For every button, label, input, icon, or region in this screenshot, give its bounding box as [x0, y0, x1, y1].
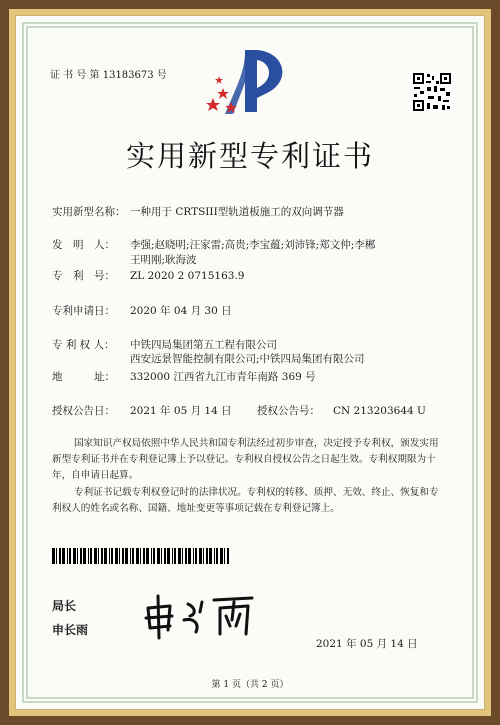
- notice-paragraph-2: [52, 485, 470, 517]
- grant-no-label: 授权公告号：: [257, 405, 320, 417]
- page-footer: 第 1 页（共 2 页）: [211, 680, 289, 690]
- name-label: 实用新型名称：: [52, 206, 126, 218]
- certificate-number: 证 书 号 第 13183673 号: [50, 70, 167, 81]
- holder-line-2: 西安远景智能控制有限公司;中铁四局集团有限公司: [130, 353, 365, 365]
- inventor-label: 发 明 人：: [52, 239, 115, 251]
- issue-date: 2021 年 05 月 14 日: [316, 638, 418, 650]
- grant-date-label: 授权公告日：: [52, 405, 115, 417]
- apply-date-label: 专利申请日：: [52, 305, 115, 317]
- qr-code-icon: [412, 72, 452, 112]
- apply-date-value: 2020 年 04 月 30 日: [130, 305, 232, 317]
- signature-name: 申长雨: [52, 623, 89, 637]
- notice-p2-line-2: 利权人的姓名或名称、国籍、地址变更等事项记载在专利登记簿上。: [52, 503, 340, 514]
- name-value: 一种用于 CRTSIII型轨道板施工的双向调节器: [130, 206, 344, 218]
- holder-line-1: 中铁四局集团第五工程有限公司: [130, 339, 277, 351]
- handwritten-signature: [140, 590, 270, 640]
- inventor-line-2: 王明刚;耿海波: [130, 254, 197, 266]
- notice-p1-line-1: 国家知识产权局依照中华人民共和国专利法经过初步审查，决定授予专利权，颁发实用: [74, 438, 439, 449]
- signature-role: 局长: [52, 599, 77, 613]
- certificate-title: 实用新型专利证书: [125, 139, 374, 173]
- inventor-line-1: 李强;赵晓明;汪家雷;高贵;李宝蕴;刘沛锋;郑文仲;李郴: [130, 239, 376, 251]
- patent-no-label: 专 利 号：: [52, 270, 115, 282]
- notice-paragraph-1: [52, 436, 470, 484]
- address-label: 地 址：: [52, 371, 115, 383]
- notice-p1-line-2: 新型专利证书并在专利登记簿上予以登记。专利权自授权公告之日起生效。专利权期限为十: [52, 454, 436, 465]
- grant-date-value: 2021 年 05 月 14 日: [130, 405, 232, 417]
- grant-no-value: CN 213203644 U: [333, 405, 426, 417]
- patent-office-emblem-icon: [205, 42, 300, 122]
- patent-no-value: ZL 2020 2 0715163.9: [130, 270, 245, 282]
- holder-label: 专 利 权 人：: [52, 339, 115, 351]
- barcode-icon: [52, 548, 232, 564]
- address-value: 332000 江西省九江市青年南路 369 号: [130, 371, 316, 383]
- notice-p1-line-3: 年，自申请日起算。: [52, 470, 139, 481]
- notice-p2-line-1: 专利证书记载专利权登记时的法律状况。专利权的转移、质押、无效、终止、恢复和专: [74, 487, 439, 498]
